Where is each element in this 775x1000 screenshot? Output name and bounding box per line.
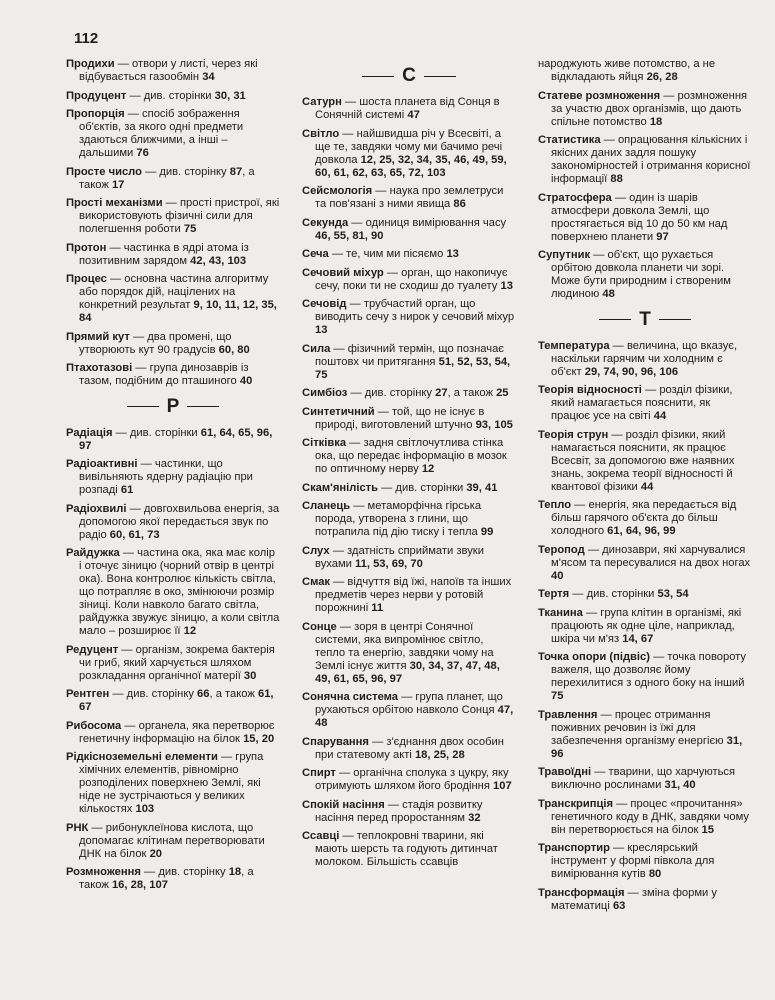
index-entry xyxy=(66,90,280,103)
section-letter-heading xyxy=(66,394,280,420)
index-term: Спирт xyxy=(302,767,336,779)
index-term: Транспортир xyxy=(538,842,610,854)
index-term: Точка опори (підвіс) xyxy=(538,651,650,663)
index-entry xyxy=(302,343,516,382)
index-pages: 18, 25, 28 xyxy=(414,748,465,761)
index-definition: — наука про землетруси та пов'язані з ними явища xyxy=(315,185,504,210)
index-pages: 31, 40 xyxy=(664,779,696,791)
index-entry xyxy=(302,185,516,211)
index-definition: — розмноження за участю двох організмів, що дають спільне потомство xyxy=(551,89,748,128)
index-definition: — задня світлочутлива стінка ока, що передає інформацію в мозок по оптичному нерву xyxy=(315,437,507,475)
index-entry xyxy=(302,545,516,571)
index-pages: 30, 31 xyxy=(214,89,246,102)
index-entry xyxy=(302,691,516,730)
index-definition: — стадія розвитку насіння перед проростанням xyxy=(315,798,483,824)
index-term: Сланець xyxy=(302,500,351,512)
index-entry xyxy=(66,547,280,638)
index-definition: — один із шарів атмосфери довкола Землі, що простягається від 10 до 50 км над поверхнею планети xyxy=(551,191,728,243)
index-pages: 53, 54 xyxy=(657,588,689,600)
index-term: Тепло xyxy=(538,499,572,511)
index-entry xyxy=(538,249,752,301)
index-definition: — відчуття від їжі, напоїв та інших предметів через нерви у ротовій порожнині xyxy=(315,576,512,614)
index-term: Рідкісноземельні елементи xyxy=(66,751,218,763)
index-definition: — органела, яка перетворює генетичну інформацію на білок xyxy=(79,719,275,745)
index-pages: 47, 48 xyxy=(315,704,514,729)
index-term: Статеве розмноження xyxy=(538,89,661,102)
heading-rule-right xyxy=(187,406,219,407)
index-pages: 61 xyxy=(120,484,134,496)
index-definition: — див. сторінки xyxy=(126,89,215,102)
section-letter: С xyxy=(402,65,416,86)
index-entry xyxy=(302,248,516,261)
index-definition: — органічна сполука з цукру, яку отримують шляхом його бродіння xyxy=(315,767,509,792)
index-pages: 42, 43, 103 xyxy=(190,254,247,267)
index-pages: 13 xyxy=(446,248,459,260)
index-definition: — здатність сприймати звуки вухами xyxy=(315,544,484,570)
index-entry xyxy=(66,458,280,497)
index-term: Слух xyxy=(302,544,330,557)
index-entry xyxy=(302,830,516,869)
index-definition: — розділ фізики, який намагається пояснити, як працює усе на світі xyxy=(551,384,733,422)
index-pages: 34 xyxy=(202,71,215,83)
index-entry xyxy=(66,108,280,160)
index-term: Ссавці xyxy=(302,830,340,842)
index-term: Рентген xyxy=(66,688,110,700)
index-pages: 107 xyxy=(493,780,512,792)
index-definition: — рибонуклеїнова кислота, що допомагає клітинам перетворювати ДНК на білок xyxy=(79,821,265,860)
index-pages: 80 xyxy=(648,868,662,880)
index-entry xyxy=(538,544,752,583)
index-entry xyxy=(538,588,752,601)
index-pages-extra: 25 xyxy=(496,387,509,399)
index-term: Сечовий міхур xyxy=(302,266,384,279)
index-term: Симбіоз xyxy=(302,387,348,399)
index-entry xyxy=(538,384,752,423)
index-term: Тертя xyxy=(538,588,570,600)
index-definition: — зоря в центрі Сонячної системи, яка випромінює світло, тепло та енергію, завдяки чому на Землі існує життя xyxy=(315,620,494,672)
index-pages: 93, 105 xyxy=(475,418,513,431)
index-definition: — зміна форми у математиці xyxy=(551,886,717,912)
index-entry xyxy=(302,482,516,495)
index-entry xyxy=(302,128,516,180)
index-definition: — отвори у листі, через які відбувається газообмін xyxy=(79,58,258,83)
index-entry xyxy=(302,767,516,793)
index-pages: 97 xyxy=(656,230,669,243)
index-pages: 48 xyxy=(602,288,615,300)
index-pages: 75 xyxy=(551,690,564,702)
index-entry xyxy=(538,429,752,494)
index-pages: 39, 41 xyxy=(466,481,498,494)
index-entry xyxy=(302,298,516,337)
index-definition: — основна частина алгоритму або порядок дій, націлених на конкретний результат xyxy=(79,273,269,311)
index-entry xyxy=(66,362,280,388)
index-definition: — два промені, що утворюють кут 90 градусів xyxy=(79,330,232,356)
index-term: Радіохвилі xyxy=(66,502,127,515)
index-term: Радіоактивні xyxy=(66,458,138,470)
index-entry xyxy=(302,437,516,476)
index-definition: — трубчастий орган, що виводить сечу з нирок у сечовий міхур xyxy=(315,298,515,323)
index-term: Розмноження xyxy=(66,866,141,878)
index-definition: — частинки, що вивільняють ядерну радіацію при розпаді xyxy=(79,458,253,496)
index-term: Сила xyxy=(302,342,331,355)
index-entry xyxy=(538,192,752,244)
index-entry xyxy=(538,340,752,379)
index-pages: 12, 25, 32, 34, 35, 46, 49, 59, 60, 61, 62, 63, 65, 72, 103 xyxy=(315,153,507,179)
index-definition: — група планет, що рухаються орбітою навколо Сонця xyxy=(315,691,503,716)
index-term: Продихи xyxy=(66,58,115,70)
index-entry xyxy=(66,197,280,236)
index-pages: 60, 61, 73 xyxy=(109,528,160,541)
index-definition: — організм, зокрема бактерія чи гриб, який харчується шляхом розкладання органічної матерії xyxy=(79,643,275,682)
section-letter-heading xyxy=(302,63,516,89)
heading-rule-left xyxy=(127,406,159,407)
index-entry xyxy=(66,58,280,84)
index-definition: — частинка в ядрі атома із позитивним зарядом xyxy=(79,241,249,267)
index-definition: — опрацювання кількісних і якісних даних задля пошуку закономірностей і отримання корисної інформації xyxy=(551,134,751,185)
index-definition: — одиниця вимірювання часу xyxy=(348,216,507,229)
index-definition: — креслярський інструмент у формі півкола для вимірювання кутів xyxy=(551,842,715,880)
index-definition: — див. сторінку xyxy=(141,165,230,178)
index-term: Рибосома xyxy=(66,719,122,732)
index-pages: 61, 64, 96, 99 xyxy=(607,525,676,537)
index-entry xyxy=(302,387,516,400)
index-definition: — див. сторінки xyxy=(378,481,467,494)
index-term: Синтетичний xyxy=(302,405,375,418)
index-definition: — фізичний термін, що позначає поштовх чи притягання xyxy=(315,342,505,368)
index-term: РНК xyxy=(66,821,89,834)
index-definition: — метаморфічна гірська порода, утворена з глини, що потрапила під дію тиску і тепла xyxy=(315,500,482,538)
index-term: Теропод xyxy=(538,543,585,556)
index-term: Сейсмологія xyxy=(302,185,373,197)
index-definition: — шоста планета від Сонця в Сонячній системі xyxy=(315,96,500,121)
index-term: Протон xyxy=(66,241,107,254)
index-term: Смак xyxy=(302,576,331,588)
index-pages: 76 xyxy=(136,147,149,159)
index-entry xyxy=(538,651,752,703)
index-pages: 47 xyxy=(407,109,420,121)
index-term: Сонячна система xyxy=(302,691,399,703)
index-definition: — точка повороту важеля, що дозволяє йому перехилитися з одного боку на інший xyxy=(551,651,747,689)
index-pages: 26, 28 xyxy=(646,71,678,83)
index-entry xyxy=(66,822,280,861)
index-definition: — те, чим ми пісяємо xyxy=(328,248,447,260)
index-definition: — група хімічних елементів, рівномірно розподілених поверхнею Землі, які ніде не зустрічаються у великих кількостях xyxy=(79,751,264,815)
index-definition: — величина, що вказує, наскільки гарячим чи холодним є об'єкт xyxy=(551,339,738,378)
index-pages: 13 xyxy=(315,324,328,336)
index-entry xyxy=(66,751,280,816)
index-column-2 xyxy=(302,58,516,875)
index-pages: 12 xyxy=(183,625,197,637)
index-definition: народжують живе потомство, а не відкладають яйця xyxy=(538,58,716,83)
index-entry xyxy=(302,799,516,825)
section-letter: Р xyxy=(166,395,180,417)
index-pages: 87 xyxy=(229,165,243,178)
index-term: Трансформація xyxy=(538,886,625,899)
index-entry xyxy=(538,134,752,186)
section-letter-heading xyxy=(538,307,752,333)
heading-rule-left xyxy=(599,319,631,320)
index-definition: — процес отримання поживних речовин із їжі для забезпечення організму енергією xyxy=(551,708,727,747)
index-entry xyxy=(302,621,516,686)
index-pages: 60, 80 xyxy=(218,343,250,356)
index-entry xyxy=(66,688,280,714)
index-term: Продуцент xyxy=(66,89,127,102)
index-definition: — найшвидша річ у Всесвіті, а ще те, завдяки чому ми бачимо речі довкола xyxy=(315,127,503,166)
index-definition: — об'єкт, що рухається орбітою довкола планети чи зорі. Може бути природним і створеним людиною xyxy=(551,249,731,300)
index-pages: 18 xyxy=(649,115,663,128)
index-pages: 12 xyxy=(421,463,435,475)
index-pages: 103 xyxy=(135,803,155,815)
page-number: 112 xyxy=(74,30,99,47)
index-entry xyxy=(66,427,280,453)
index-term: Просте число xyxy=(66,165,142,178)
index-definition: — прості пристрої, які використовують фізичні сили для полегшення роботи xyxy=(79,197,280,235)
index-definition: — орган, що накопичує сечу, поки ти не сходиш до туалету xyxy=(315,266,508,292)
index-entry xyxy=(66,242,280,268)
index-pages: 40 xyxy=(239,375,253,387)
index-pages: 29, 74, 90, 96, 106 xyxy=(584,365,679,378)
index-entry xyxy=(66,331,280,357)
index-entry xyxy=(302,96,516,122)
index-definition: — див. сторінку xyxy=(347,387,436,399)
index-term: Процес xyxy=(66,273,107,285)
index-pages: 14, 67 xyxy=(622,632,654,645)
index-pages: 9, 10, 11, 12, 35, 84 xyxy=(79,299,277,324)
index-term: Скам'янілість xyxy=(302,481,379,494)
index-column-3 xyxy=(538,58,752,918)
index-pages: 13 xyxy=(500,279,513,292)
index-definition: — енергія, яка передається від більш гарячого об'єкта до більш холодного xyxy=(551,499,737,537)
index-term: Сітківка xyxy=(302,437,347,449)
index-definition: — див. сторінки xyxy=(112,426,201,439)
index-definition: — процес «прочитання» генетичного коду в ДНК, завдяки чому він перетворюється на білок xyxy=(551,797,749,836)
index-term: Тканина xyxy=(538,606,583,619)
index-pages: 31, 96 xyxy=(551,734,743,760)
index-definition: — розділ фізики, який намагається пояснити, як працює Всесвіт, за допомогою вже наявних знань, зокрема теорії відносності й квантової фізики xyxy=(551,428,735,493)
index-pages: 46, 55, 81, 90 xyxy=(315,229,384,242)
index-pages-extra: 17 xyxy=(111,178,125,191)
index-definition-tail: , а також xyxy=(79,165,255,191)
index-term: Статистика xyxy=(538,134,601,146)
index-pages-extra: 61, 67 xyxy=(79,688,274,713)
index-term: Теорія відносності xyxy=(538,384,642,396)
index-term: Пропорція xyxy=(66,108,125,120)
index-definition: — група динозаврів із тазом, подібним до пташиного xyxy=(79,362,249,387)
index-term: Сатурн xyxy=(302,96,342,108)
index-term: Сечовід xyxy=(302,298,347,310)
index-definition: — див. сторінки xyxy=(569,588,658,600)
section-letter: Т xyxy=(639,308,651,330)
index-entry xyxy=(538,58,752,84)
index-entry xyxy=(302,267,516,293)
index-entry xyxy=(66,644,280,683)
index-entry xyxy=(66,503,280,542)
index-pages: 30 xyxy=(243,669,257,682)
index-term: Транскрипція xyxy=(538,797,614,810)
index-pages: 66 xyxy=(197,688,210,700)
index-pages: 61, 64, 65, 96, 97 xyxy=(79,426,273,452)
index-pages: 11, 53, 69, 70 xyxy=(355,557,423,570)
index-term: Радіація xyxy=(66,426,113,439)
index-entry xyxy=(66,866,280,892)
index-pages: 11 xyxy=(371,602,384,614)
index-term: Птахотазові xyxy=(66,362,133,374)
index-pages-extra: 16, 28, 107 xyxy=(111,879,168,891)
index-pages: 51, 52, 53, 54, 75 xyxy=(315,355,511,381)
index-pages: 20 xyxy=(149,847,163,860)
index-column-1 xyxy=(66,58,280,898)
index-definition: — той, що не існує в природі, виготовлений штучно xyxy=(315,405,485,431)
index-definition: — динозаври, які харчувалися м'ясом та пересувалися на двох ногах xyxy=(551,543,751,569)
index-term: Світло xyxy=(302,127,340,140)
index-entry xyxy=(538,887,752,913)
index-entry xyxy=(66,273,280,325)
index-term: Прості механізми xyxy=(66,197,163,209)
heading-rule-right xyxy=(659,319,691,320)
index-definition: — тварини, що харчуються виключно рослинами xyxy=(551,766,736,791)
index-entry xyxy=(538,90,752,129)
index-term: Теорія струн xyxy=(538,428,609,441)
index-pages: 99 xyxy=(480,526,494,538)
index-pages: 88 xyxy=(610,173,623,185)
index-term: Прямий кут xyxy=(66,330,130,343)
index-entry xyxy=(538,798,752,837)
index-pages: 40 xyxy=(551,569,564,582)
index-pages: 15 xyxy=(701,823,714,836)
index-entry xyxy=(302,736,516,762)
index-definition-tail: , а також xyxy=(79,866,254,891)
index-term: Сонце xyxy=(302,620,337,633)
index-pages: 86 xyxy=(453,198,466,210)
index-term: Температура xyxy=(538,339,610,352)
index-term: Спокій насіння xyxy=(302,798,385,811)
index-entry xyxy=(302,576,516,615)
index-term: Редуцент xyxy=(66,643,119,656)
index-entry xyxy=(538,607,752,646)
index-definition-tail: , а також xyxy=(209,688,258,700)
index-pages: 63 xyxy=(612,899,626,912)
index-term: Травлення xyxy=(538,708,598,721)
index-term: Стратосфера xyxy=(538,191,612,204)
index-pages: 18 xyxy=(228,866,242,878)
index-entry xyxy=(538,842,752,881)
index-pages: 15, 20 xyxy=(243,732,275,745)
index-entry xyxy=(66,720,280,746)
index-pages: 30, 34, 37, 47, 48, 49, 61, 65, 96, 97 xyxy=(315,659,500,685)
index-entry xyxy=(302,406,516,432)
heading-rule-left xyxy=(362,76,394,77)
index-entry xyxy=(538,766,752,792)
index-term: Супутник xyxy=(538,249,591,261)
index-definition: — частина ока, яка має колір і оточує зіницю (чорний отвір в центрі ока). Вона контролює кількість світла, що потрапляє в око, змінюючи розмір зіниці. Коли навколо багато світла, райдужка звужує зіницю, а коли світла мало – розширює її xyxy=(79,547,280,637)
index-term: Секунда xyxy=(302,216,349,229)
index-entry xyxy=(66,166,280,192)
index-definition: — з'єднання двох особин при статевому акті xyxy=(315,735,504,761)
index-term: Травоїдні xyxy=(538,766,592,778)
index-pages: 27 xyxy=(435,387,448,399)
index-term: Сеча xyxy=(302,248,329,260)
heading-rule-right xyxy=(424,76,456,77)
index-entry xyxy=(302,500,516,539)
index-pages: 44 xyxy=(653,410,667,422)
index-definition-tail: , а також xyxy=(447,387,497,399)
index-definition: — спосіб зображення об'єктів, за якого одні предмети здаються ближчими, а інші – дальшими xyxy=(79,108,244,159)
index-term: Райдужка xyxy=(66,547,120,559)
index-definition: — див. сторінку xyxy=(109,688,198,700)
index-pages: 75 xyxy=(183,223,197,235)
index-definition: — див. сторінку xyxy=(140,866,229,878)
index-definition: — група клітин в організмі, які працюють як одне ціле, наприклад, шкіра чи м'яз xyxy=(551,606,742,645)
index-entry xyxy=(538,499,752,538)
index-entry xyxy=(538,709,752,761)
index-definition: — довгохвильова енергія, за допомогою якої передається звук по радіо xyxy=(79,502,280,541)
index-pages: 32 xyxy=(468,811,481,824)
index-pages: 44 xyxy=(640,480,654,493)
index-term: Спарування xyxy=(302,735,369,748)
index-entry xyxy=(302,217,516,243)
index-definition: — теплокровні тварини, які мають шерсть та годують дитинчат молоком. Більшість ссавців xyxy=(315,830,498,868)
